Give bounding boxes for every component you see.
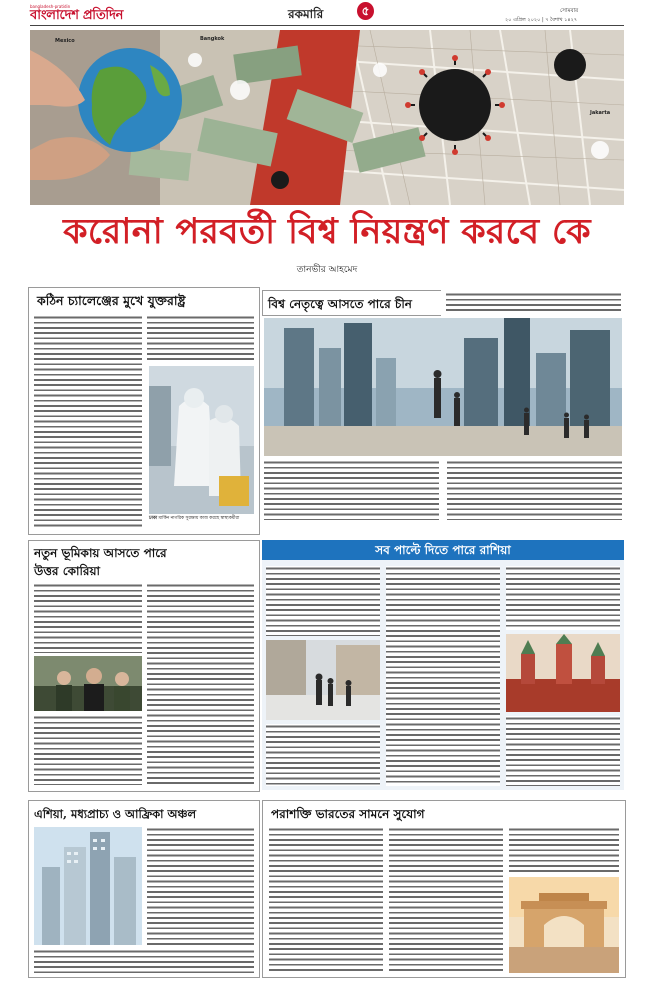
article-usa-caption	[149, 516, 254, 522]
article-russia-body-col3	[506, 566, 620, 630]
article-nk-body-col1b	[34, 715, 142, 785]
article-nk-body-col2	[147, 583, 254, 785]
article-india-photo	[509, 877, 619, 973]
main-headline: করোনা পরবর্তী বিশ্ব নিয়ন্ত্রণ করবে কে	[63, 211, 591, 252]
article-nk-title-line1: নতুন ভূমিকায় আসতে পারে	[34, 546, 167, 560]
issue-date: ২০ এপ্রিল ২০২০ | ৭ বৈশাখ ১৪২৭	[505, 17, 578, 23]
article-russia-body-col3b	[506, 716, 620, 786]
article-usa	[28, 287, 260, 535]
article-china-body-col2	[447, 460, 622, 520]
article-russia-body-col1b	[266, 724, 380, 786]
india-gate-illustration	[509, 877, 619, 973]
map-label-bangkok: Bangkok	[200, 36, 225, 42]
page-number: ৫	[357, 2, 374, 20]
article-russia	[262, 540, 624, 790]
article-nk-photo	[34, 656, 142, 711]
article-russia-title: সব পাল্টে দিতে পারে রাশিয়া	[375, 543, 511, 557]
article-russia-photo2	[506, 634, 620, 712]
article-india-body-col2	[389, 827, 503, 973]
russia-street-illustration	[266, 640, 380, 720]
article-russia-body-col2	[386, 566, 500, 786]
article-nk-title-line2: উত্তর কোরিয়া	[34, 564, 101, 578]
article-usa-photo	[149, 366, 254, 514]
section-label: রকমারি	[288, 7, 324, 21]
hero-image	[30, 30, 624, 205]
article-asia	[28, 800, 260, 978]
article-china-title: বিশ্ব নেতৃত্বে আসতে পারে চীন	[268, 297, 412, 311]
map-label-jakarta: Jakarta	[590, 110, 611, 116]
byline: তানভীর আহমেদ	[296, 265, 358, 275]
logo-text: বাংলাদেশ প্রতিদিন	[30, 8, 124, 23]
caption-prefix: ঢাকা	[149, 516, 158, 521]
china-city-illustration	[264, 318, 622, 456]
masthead-rule	[30, 25, 624, 26]
article-china-body-col1	[264, 460, 439, 520]
logo-small-text: bangladesh-pratidin	[30, 4, 71, 9]
article-china-photo	[264, 318, 622, 456]
article-asia-body-bottom	[34, 949, 254, 973]
article-india	[262, 800, 626, 978]
article-china	[262, 290, 624, 520]
map-label-mexico: Mexico	[55, 38, 75, 44]
article-usa-title: কঠিন চ্যালেঞ্জের মুখে যুক্তরাষ্ট্র	[37, 293, 186, 308]
article-india-body-col1	[269, 827, 383, 973]
hero-illustration	[30, 30, 624, 205]
asia-skyline-illustration	[34, 827, 142, 945]
caption-text: মার্কিন নাগরিক সুরক্ষায় কাজ করছে স্বাস্থ্যকর্মীরা	[158, 516, 240, 521]
article-usa-body-col1	[34, 315, 142, 529]
article-asia-photo	[34, 827, 142, 945]
article-china-intro	[446, 292, 621, 314]
russia-title-band	[262, 540, 624, 560]
masthead	[0, 0, 650, 28]
article-asia-title: এশিয়া, মধ্যপ্রাচ্য ও আফ্রিকা অঞ্চল	[34, 807, 197, 821]
kremlin-illustration	[506, 634, 620, 712]
article-nk-body-col1	[34, 583, 142, 653]
article-india-body-col3	[509, 827, 619, 873]
article-india-title: পরাশক্তি ভারতের সামনে সুযোগ	[271, 807, 425, 821]
logo	[30, 5, 123, 23]
article-russia-photo	[266, 640, 380, 720]
article-north-korea	[28, 540, 260, 792]
issue-day: সোমবার	[560, 8, 579, 14]
usa-photo-illustration	[149, 366, 254, 514]
article-russia-body-col1	[266, 566, 380, 636]
nk-leader-illustration	[34, 656, 142, 711]
article-asia-body-col2	[147, 827, 254, 945]
article-china-title-box	[262, 290, 441, 316]
article-usa-body-col2	[147, 315, 254, 363]
